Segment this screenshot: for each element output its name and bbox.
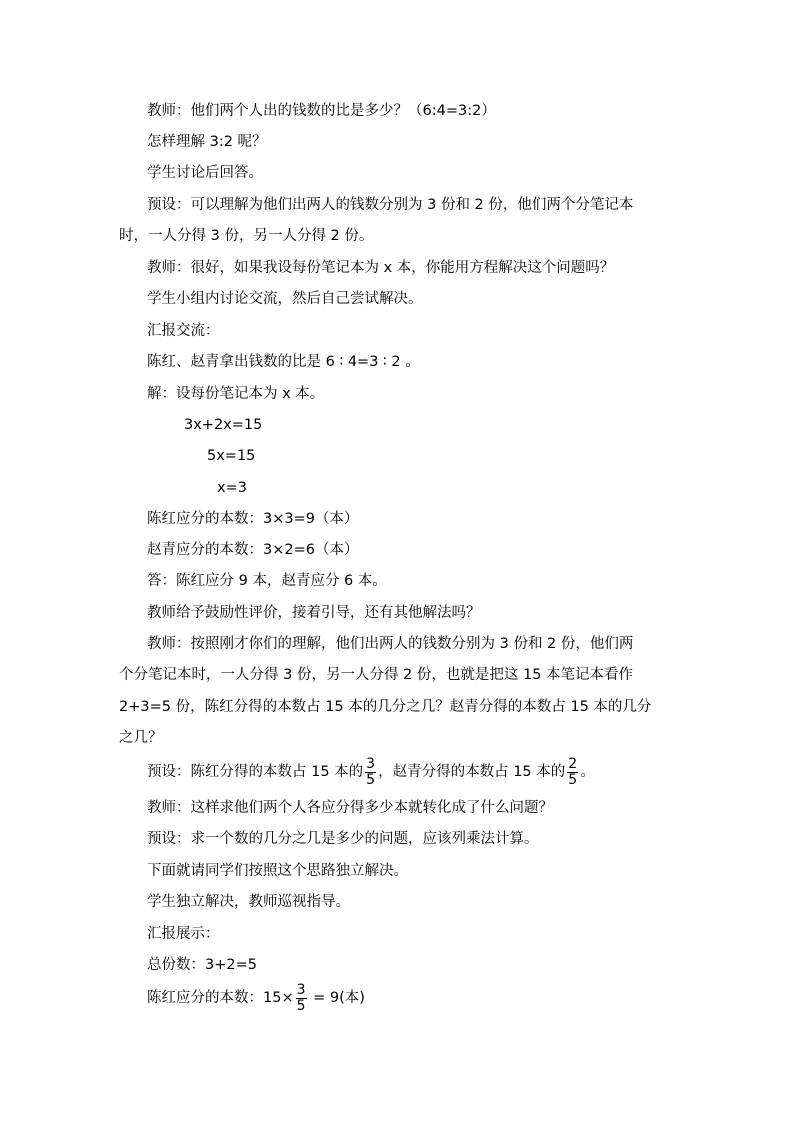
text-segment: 。 (580, 764, 595, 780)
paragraph: 学生小组内讨论交流，然后自己尝试解决。 (147, 291, 423, 307)
fraction (365, 757, 376, 788)
paragraph: 汇报交流： (147, 323, 220, 339)
paragraph: 教师：很好，如果我设每份笔记本为 x 本，你能用方程解决这个问题吗？ (147, 260, 615, 276)
paragraph: 陈红应分的本数：3×3=9（本） (147, 511, 359, 527)
paragraph: 怎样理解 3:2 呢？ (147, 134, 267, 150)
paragraph: 教师给予鼓励性评价，接着引导，还有其他解法吗？ (147, 605, 481, 621)
paragraph: 赵青应分的本数：3×2=6（本） (147, 542, 359, 558)
paragraph: 答：陈红应分 9 本，赵青应分 6 本。 (147, 573, 387, 589)
paragraph: 教师：这样求他们两个人各应分得多少本就转化成了什么问题？ (147, 800, 553, 816)
paragraph: 教师：他们两个人出的钱数的比是多少？（6:4=3:2） (147, 103, 496, 119)
paragraph: 下面就请同学们按照这个思路独立解决。 (147, 863, 408, 879)
paragraph: 2+3=5 份，陈红分得的本数占 15 本的几分之几？赵青分得的本数占 15 本的几分 (119, 699, 652, 715)
fraction-denominator: 5 (296, 997, 306, 1014)
fraction-denominator: 5 (366, 771, 376, 788)
equation-line: x=3 (217, 480, 247, 496)
paragraph: 学生讨论后回答。 (147, 165, 263, 181)
paragraph-with-fractions (147, 755, 595, 789)
text-segment: 预设：陈红分得的本数占 15 本的 (147, 764, 364, 780)
paragraph: 汇报展示： (147, 926, 220, 942)
fraction-numerator: 3 (296, 981, 306, 998)
paragraph: 个分笔记本时，一人分得 3 份，另一人分得 2 份，也就是把这 15 本笔记本看作 (119, 667, 634, 683)
text-segment: 陈红应分的本数：15× (147, 990, 294, 1006)
paragraph: 时，一人分得 3 份，另一人分得 2 份。 (119, 228, 374, 244)
paragraph: 总份数：3+2=5 (147, 957, 257, 973)
paragraph: 解：设每份笔记本为 x 本。 (147, 386, 325, 402)
paragraph: 预设：求一个数的几分之几是多少的问题，应该列乘法计算。 (147, 831, 539, 847)
paragraph: 学生独立解决，教师巡视指导。 (147, 894, 350, 910)
equation-line: 5x=15 (207, 448, 256, 464)
paragraph: 之几？ (119, 730, 163, 746)
fraction-numerator: 3 (366, 755, 376, 772)
paragraph-with-fractions (147, 981, 365, 1015)
paragraph: 预设：可以理解为他们出两人的钱数分别为 3 份和 2 份，他们两个分笔记本 (147, 197, 634, 213)
fraction-denominator: 5 (568, 771, 578, 788)
equation-line: 3x+2x=15 (184, 417, 263, 433)
fraction-numerator: 2 (568, 755, 578, 772)
text-segment: = 9(本) (308, 990, 365, 1006)
text-segment: ，赵青分得的本数占 15 本的 (378, 764, 566, 780)
paragraph: 教师：按照刚才你们的理解，他们出两人的钱数分别为 3 份和 2 份，他们两 (147, 636, 634, 652)
fraction (296, 983, 307, 1014)
paragraph: 陈红、赵青拿出钱数的比是 6 ∶ 4=3 ∶ 2 。 (147, 354, 420, 370)
fraction (567, 757, 578, 788)
